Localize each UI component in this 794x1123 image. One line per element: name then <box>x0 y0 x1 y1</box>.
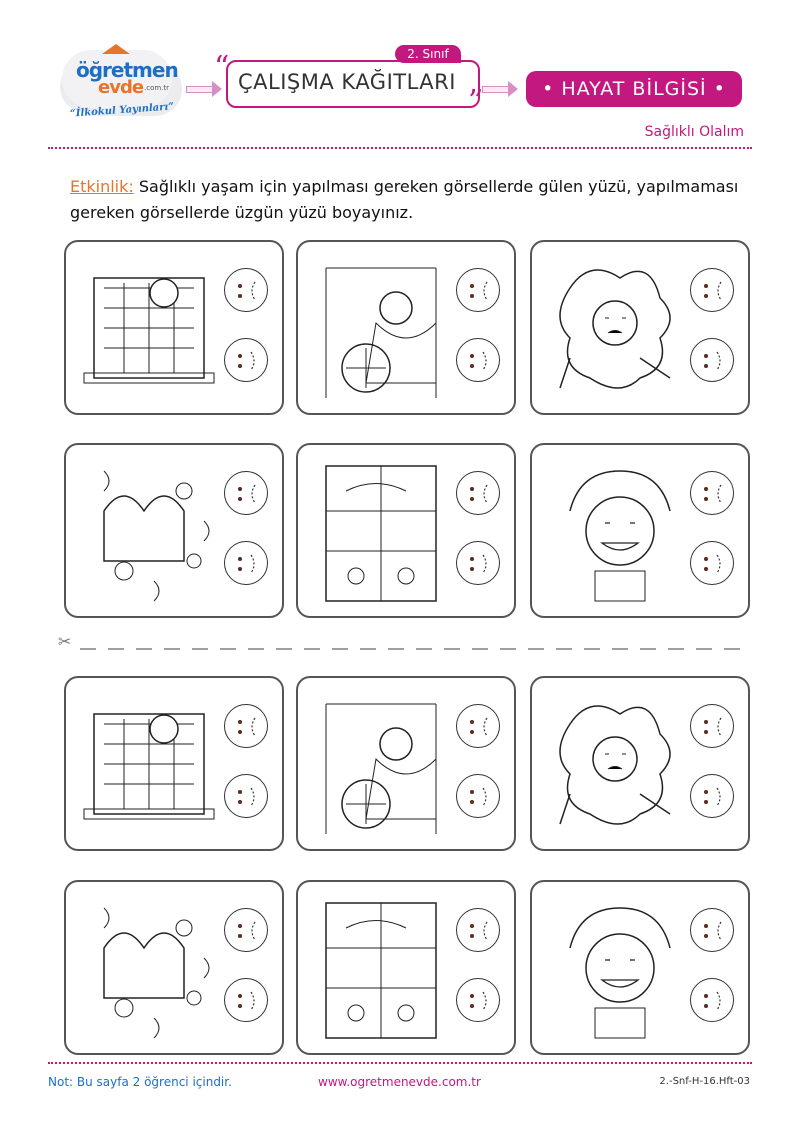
logo-tagline: “İlkokul Yayınları” <box>69 101 175 120</box>
subject-badge: • HAYAT BİLGİSİ • <box>526 71 742 107</box>
happy-face-icon[interactable] <box>690 338 734 382</box>
sad-face-icon[interactable] <box>224 268 268 312</box>
cut-line <box>60 644 740 654</box>
picture-card-dirty-hands-germs <box>64 880 284 1055</box>
logo-text-ogretmen: öğretmen <box>76 58 178 82</box>
picture-card-messy-hair-child <box>530 676 750 851</box>
table-icon <box>306 684 456 842</box>
happy-face-icon[interactable] <box>456 541 500 585</box>
happy-face-icon[interactable] <box>456 774 500 818</box>
happy-face-icon[interactable] <box>690 774 734 818</box>
messy-hair-icon <box>540 684 690 842</box>
kitchen-icon <box>306 451 456 609</box>
page-title: ÇALIŞMA KAĞITLARI <box>238 70 456 94</box>
bed-icon <box>74 248 224 406</box>
footer-note: Not: Bu sayfa 2 öğrenci içindir. <box>48 1075 232 1089</box>
happy-face-icon[interactable] <box>224 541 268 585</box>
sad-face-icon[interactable] <box>690 471 734 515</box>
arrow-right-icon <box>482 82 522 96</box>
logo-roof-icon <box>102 44 130 54</box>
happy-face-icon[interactable] <box>224 338 268 382</box>
picture-card-sleeping-child <box>64 676 284 851</box>
sad-face-icon[interactable] <box>456 704 500 748</box>
sad-face-icon[interactable] <box>224 471 268 515</box>
picture-card-smiling-boy <box>530 443 750 618</box>
bed-icon <box>74 684 224 842</box>
footer-divider <box>48 1062 752 1064</box>
sad-face-icon[interactable] <box>690 908 734 952</box>
happy-face-icon[interactable] <box>224 774 268 818</box>
picture-card-dirty-hands-germs <box>64 443 284 618</box>
sad-face-icon[interactable] <box>456 471 500 515</box>
boy-icon <box>540 451 690 609</box>
instruction-label: Etkinlik: <box>70 177 134 196</box>
happy-face-icon[interactable] <box>690 541 734 585</box>
sad-face-icon[interactable] <box>690 268 734 312</box>
sad-face-icon[interactable] <box>224 704 268 748</box>
sad-face-icon[interactable] <box>690 704 734 748</box>
footer-code: 2.-Snf-H-16.Hft-03 <box>659 1076 750 1087</box>
picture-card-messy-hair-child <box>530 240 750 415</box>
germs-icon <box>74 888 224 1046</box>
header-divider <box>48 147 752 149</box>
picture-card-kitchen-cooking <box>296 880 516 1055</box>
scissors-icon: ✂ <box>58 632 72 651</box>
grade-badge: 2. Sınıf <box>395 45 461 63</box>
table-icon <box>306 248 456 406</box>
picture-card-child-eating-at-table <box>296 676 516 851</box>
close-quote-icon: ” <box>468 84 484 119</box>
picture-card-smiling-boy <box>530 880 750 1055</box>
instruction-text: Sağlıklı yaşam için yapılması gereken görsellerde gülen yüzü, yapılmaması gereken görsellerde üzgün yüzü boyayınız. <box>70 177 739 222</box>
logo <box>62 50 182 130</box>
picture-card-sleeping-child <box>64 240 284 415</box>
logo-domain: .com.tr <box>144 84 170 92</box>
sad-face-icon[interactable] <box>456 268 500 312</box>
happy-face-icon[interactable] <box>456 338 500 382</box>
picture-card-kitchen-cooking <box>296 443 516 618</box>
open-quote-icon: “ <box>214 50 230 85</box>
happy-face-icon[interactable] <box>224 978 268 1022</box>
boy-icon <box>540 888 690 1046</box>
instruction <box>70 174 750 226</box>
topic-label: Sağlıklı Olalım <box>644 124 744 140</box>
kitchen-icon <box>306 888 456 1046</box>
happy-face-icon[interactable] <box>456 978 500 1022</box>
sad-face-icon[interactable] <box>456 908 500 952</box>
happy-face-icon[interactable] <box>690 978 734 1022</box>
logo-text-evde: evde <box>98 77 144 98</box>
messy-hair-icon <box>540 248 690 406</box>
footer-url[interactable]: www.ogretmenevde.com.tr <box>318 1075 481 1089</box>
germs-icon <box>74 451 224 609</box>
sad-face-icon[interactable] <box>224 908 268 952</box>
picture-card-child-eating-at-table <box>296 240 516 415</box>
